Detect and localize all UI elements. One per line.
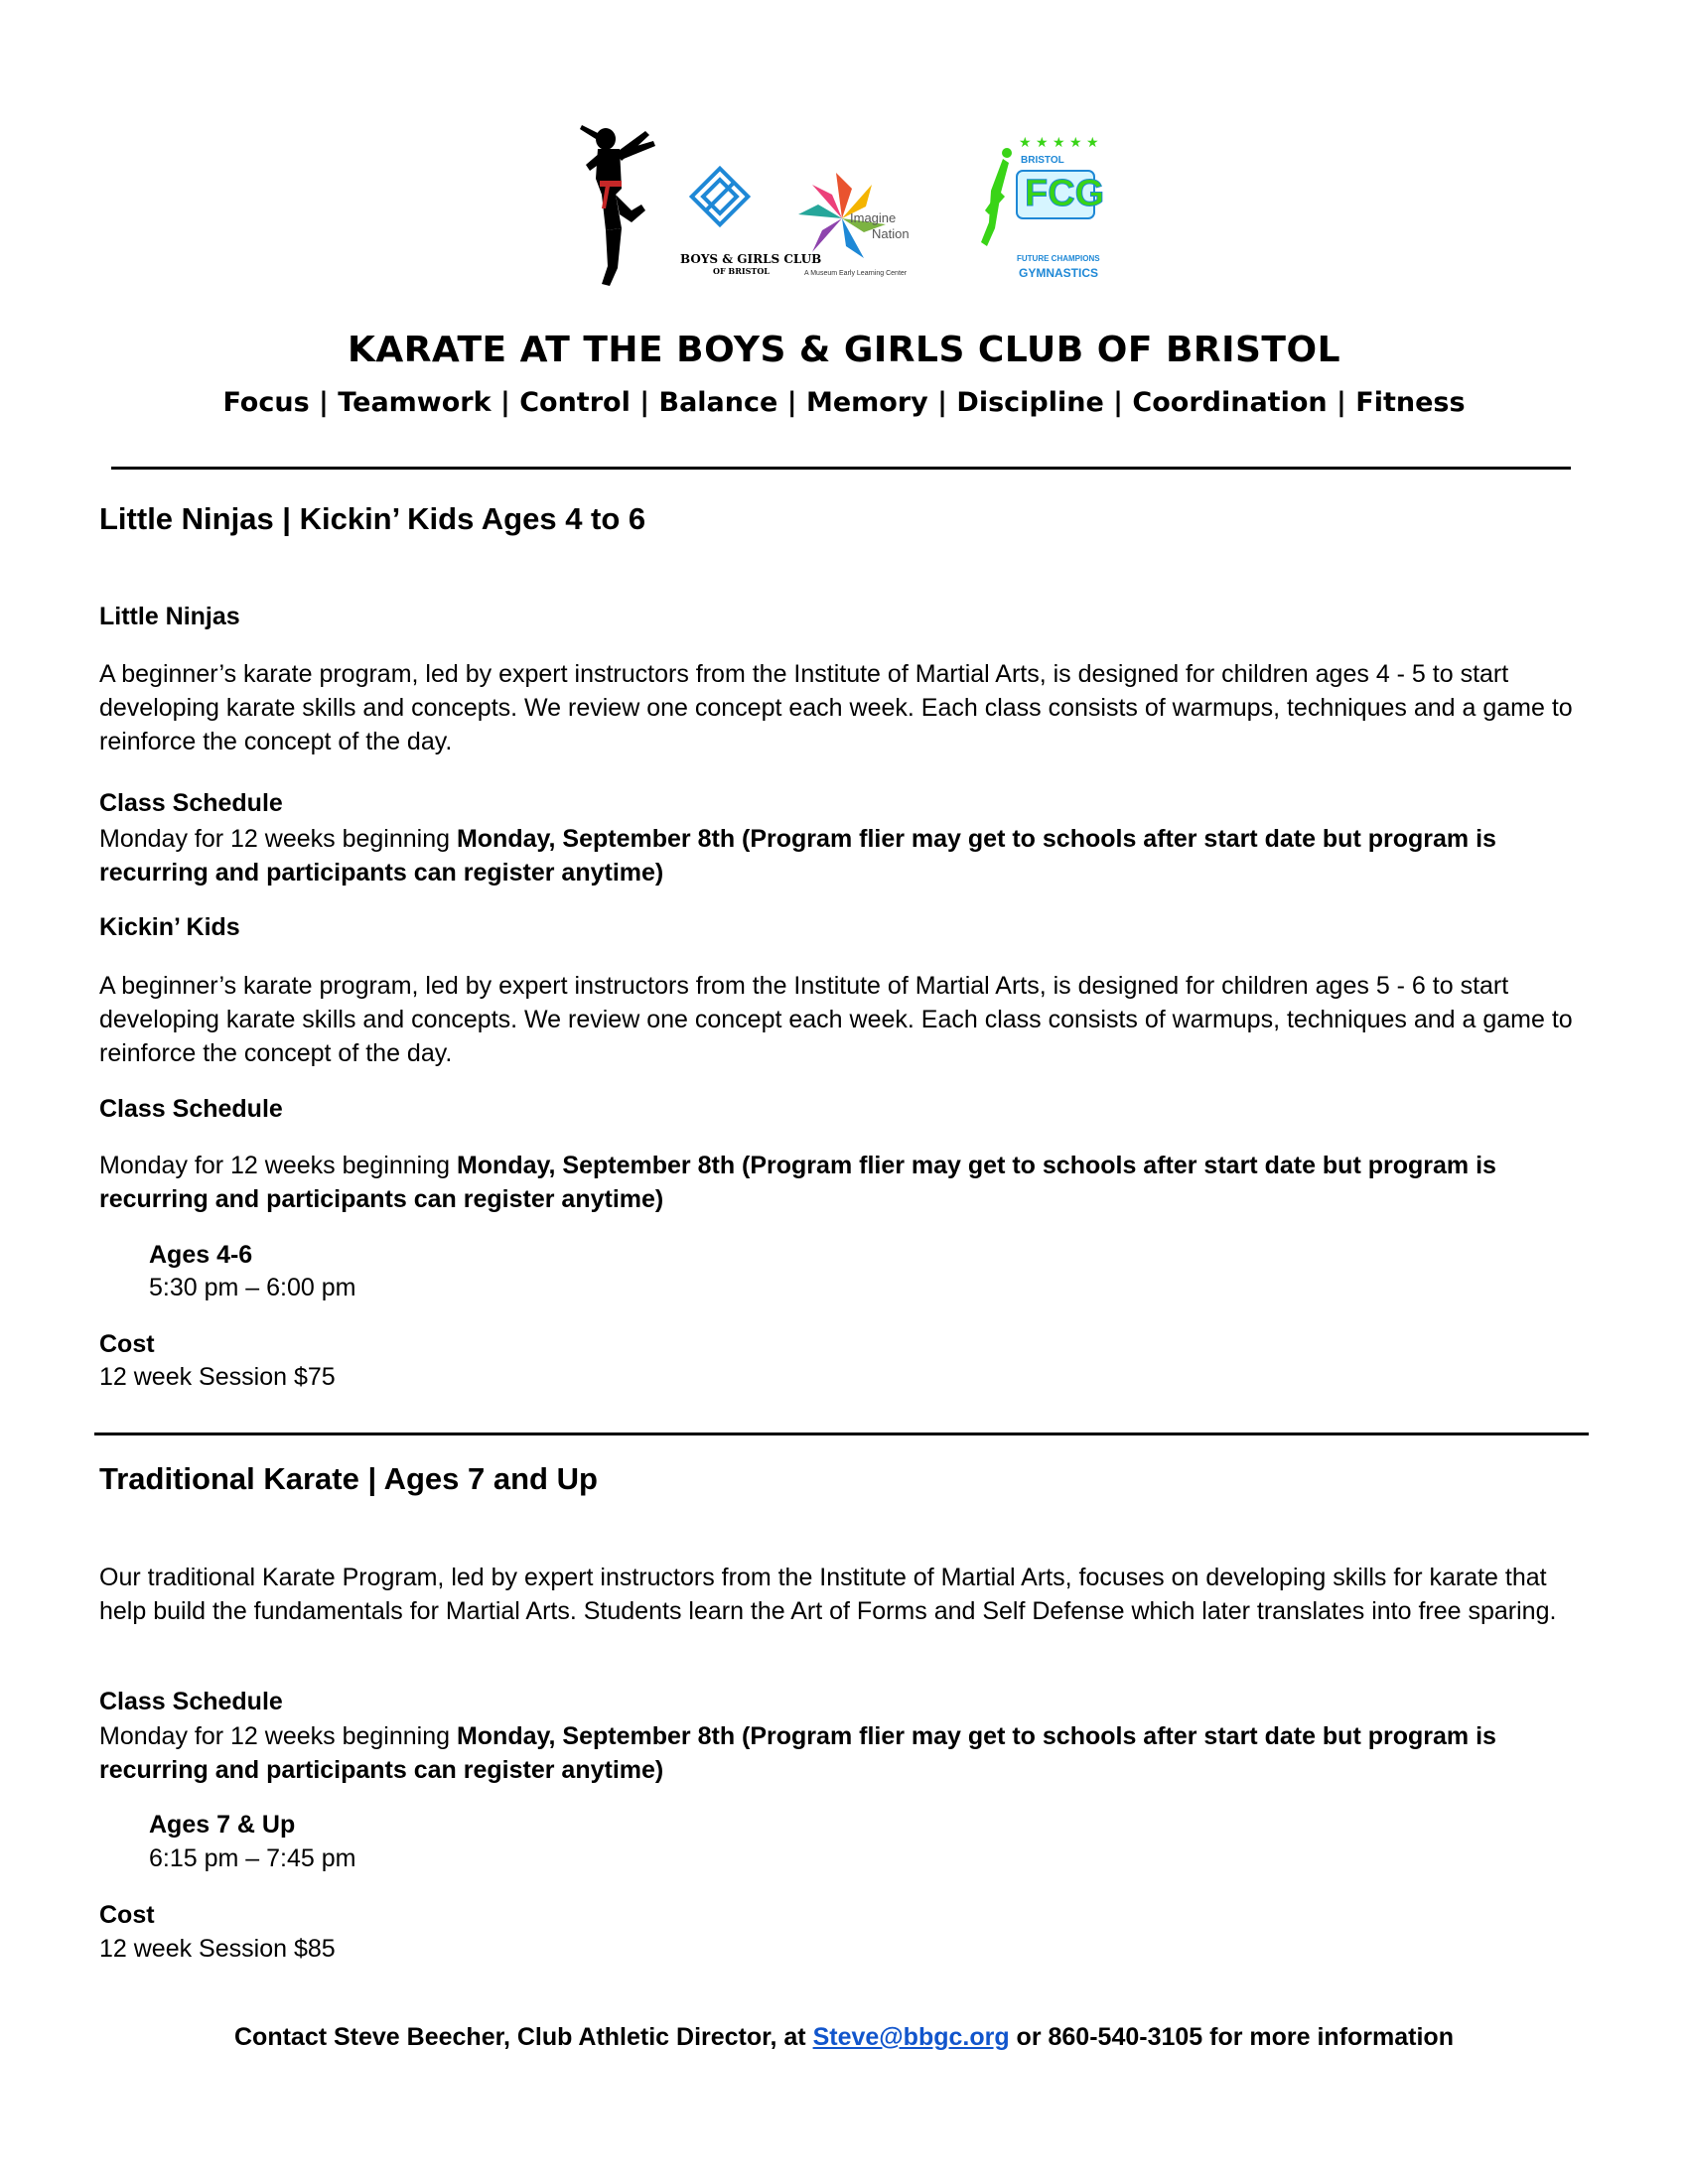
- bgc-logo-label: BOYS & GIRLS CLUB: [680, 252, 822, 266]
- schedule-start-date: Monday, September 8th (Program flier may get to schools after start date but program is recurring and participants can register anytime): [99, 1722, 1496, 1784]
- little-ninjas-title: Little Ninjas: [99, 603, 240, 630]
- ages-label: Ages 4-6: [149, 1241, 253, 1269]
- fcg-logo-line2: GYMNASTICS: [1019, 266, 1099, 280]
- cost-value: 12 week Session $85: [99, 1935, 336, 1963]
- contact-email-link[interactable]: Steve@bbgc.org: [812, 2023, 1010, 2051]
- traditional-karate-description: Our traditional Karate Program, led by expert instructors from the Institute of Martial Arts, focuses on developing skills for karate that help build the fundamentals for Martial Arts. Students learn the Art of Forms and Self Defense which later translates into free sparing.: [99, 1564, 1557, 1625]
- karate-silhouette-logo: [580, 125, 655, 286]
- contact-suffix: or 860-540-3105 for more information: [1009, 2023, 1454, 2051]
- kickin-kids-description: A beginner’s karate program, led by expert instructors from the Institute of Martial Arts, is designed for children ages 5 - 6 to start developing karate skills and concepts. We review one concept each week. Each class consists of warmups, techniques and a game to reinforce the concept of the day.: [99, 972, 1573, 1067]
- tagline: Focus | Teamwork | Control | Balance | Memory | Discipline | Coordination | Fitness: [222, 387, 1466, 418]
- class-schedule-text: [99, 822, 1589, 889]
- imagine-logo-sub: A Museum Early Learning Center: [804, 270, 908, 277]
- svg-text:★ ★ ★ ★ ★: ★ ★ ★ ★ ★: [1019, 135, 1099, 151]
- contact-prefix: Contact Steve Beecher, Club Athletic Director, at: [234, 2023, 813, 2051]
- class-schedule-label: Class Schedule: [99, 789, 283, 817]
- cost-label: Cost: [99, 1330, 155, 1358]
- schedule-start-date: Monday, September 8th (Program flier may get to schools after start date but program is recurring and participants can register anytime): [99, 825, 1496, 887]
- cost-value: 12 week Session $75: [99, 1363, 336, 1391]
- cost-label: Cost: [99, 1901, 155, 1929]
- ages-time: 6:15 pm – 7:45 pm: [149, 1844, 356, 1872]
- class-schedule-text: [99, 1719, 1589, 1787]
- schedule-text: Monday for 12 weeks beginning: [99, 1152, 457, 1179]
- kickin-kids-title: Kickin’ Kids: [99, 913, 240, 941]
- bgc-logo-sublabel: OF BRISTOL: [713, 266, 770, 276]
- page-title: KARATE AT THE BOYS & GIRLS CLUB OF BRISTOL: [347, 330, 1341, 370]
- imagine-logo-label: Imagine: [850, 210, 897, 225]
- little-ninjas-description: A beginner’s karate program, led by expert instructors from the Institute of Martial Arts, is designed for children ages 4 - 5 to start developing karate skills and concepts. We review one concept each week. Each class consists of warmups, techniques and a game to reinforce the concept of the day.: [99, 660, 1573, 755]
- fcg-logo-top: BRISTOL: [1021, 155, 1064, 166]
- contact-line: [0, 2023, 1688, 2052]
- section2-heading: Traditional Karate | Ages 7 and Up: [99, 1461, 598, 1496]
- ages-time: 5:30 pm – 6:00 pm: [149, 1274, 356, 1301]
- logo-row: [576, 119, 1112, 288]
- class-schedule-label: Class Schedule: [99, 1095, 283, 1123]
- schedule-text: Monday for 12 weeks beginning: [99, 825, 457, 853]
- ages-label: Ages 7 & Up: [149, 1811, 296, 1839]
- schedule-start-date: Monday, September 8th (Program flier may get to schools after start date but program is recurring and participants can register anytime): [99, 1152, 1496, 1213]
- imagine-logo-label-2: Nation: [872, 226, 910, 241]
- schedule-text: Monday for 12 weeks beginning: [99, 1722, 457, 1750]
- class-schedule-label: Class Schedule: [99, 1688, 283, 1715]
- boys-girls-club-logo: [692, 169, 749, 225]
- header-divider: [111, 467, 1571, 470]
- section1-heading: Little Ninjas | Kickin’ Kids Ages 4 to 6: [99, 501, 646, 536]
- class-schedule-text: [99, 1149, 1589, 1216]
- fcg-logo-main: FCG: [1025, 173, 1105, 214]
- section-divider: [94, 1433, 1589, 1435]
- fcg-logo-line1: FUTURE CHAMPIONS: [1017, 254, 1100, 263]
